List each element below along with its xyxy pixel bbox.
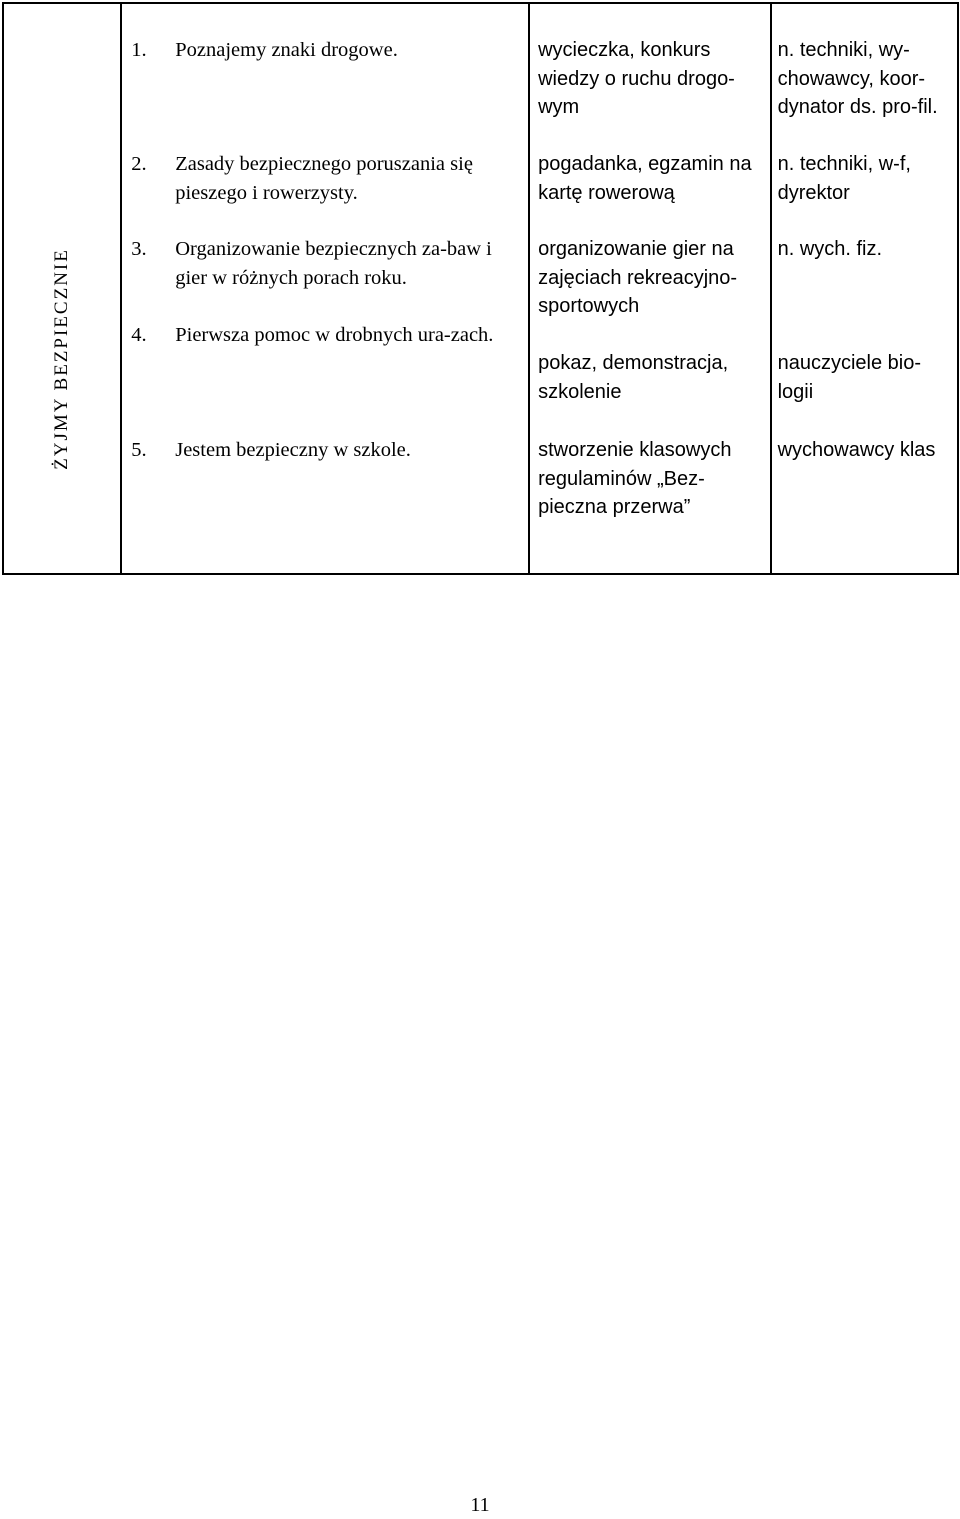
form-text: pokaz, demonstracja, szkolenie — [538, 352, 729, 403]
form-text: wycieczka, konkurs wiedzy o ruchu drogo-wym — [538, 39, 735, 118]
theme-cell — [3, 3, 121, 574]
page-number: 11 — [470, 1494, 490, 1516]
table-row — [3, 3, 958, 574]
topic-text: Pierwsza pomoc w drobnych ura-zach. — [175, 324, 494, 346]
responsible-text: wychowawcy klas — [777, 439, 936, 461]
theme-label: ŻYJMY BEZPIECZNIE — [51, 248, 73, 470]
responsible-text: n. techniki, w-f, dyrektor — [777, 153, 911, 204]
responsible-text: n. techniki, wy-chowawcy, koor-dynator ds. pro-fil. — [777, 39, 938, 118]
topic-number: 3. — [131, 238, 147, 260]
program-table — [2, 2, 959, 575]
topic-text: Poznajemy znaki drogowe. — [175, 39, 398, 61]
topics-cell — [121, 3, 529, 574]
responsible-text: n. wych. fiz. — [777, 238, 883, 260]
topic-text: Organizowanie bezpiecznych za-baw i gier w różnych porach roku. — [175, 238, 492, 289]
forms-cell — [529, 3, 771, 574]
topic-number: 4. — [131, 324, 147, 346]
topic-item — [122, 36, 528, 65]
topic-text: Zasady bezpiecznego poruszania się pieszego i rowerzysty. — [175, 153, 473, 204]
topic-item — [122, 150, 528, 207]
responsible-cell — [771, 3, 958, 574]
responsible-text: nauczyciele bio-logii — [777, 352, 921, 403]
topic-number: 1. — [131, 39, 147, 61]
topic-item — [122, 436, 528, 465]
form-text: pogadanka, egzamin na kartę rowerową — [538, 153, 752, 204]
topic-item — [122, 235, 528, 292]
topic-item — [122, 321, 528, 350]
topic-text: Jestem bezpieczny w szkole. — [175, 439, 411, 461]
form-text: organizowanie gier na zajęciach rekreacyjno-sportowych — [538, 238, 738, 317]
topic-number: 5. — [131, 439, 147, 461]
topic-number: 2. — [131, 153, 147, 175]
form-text: stworzenie klasowych regulaminów „Bez-pieczna przerwa” — [538, 439, 732, 518]
